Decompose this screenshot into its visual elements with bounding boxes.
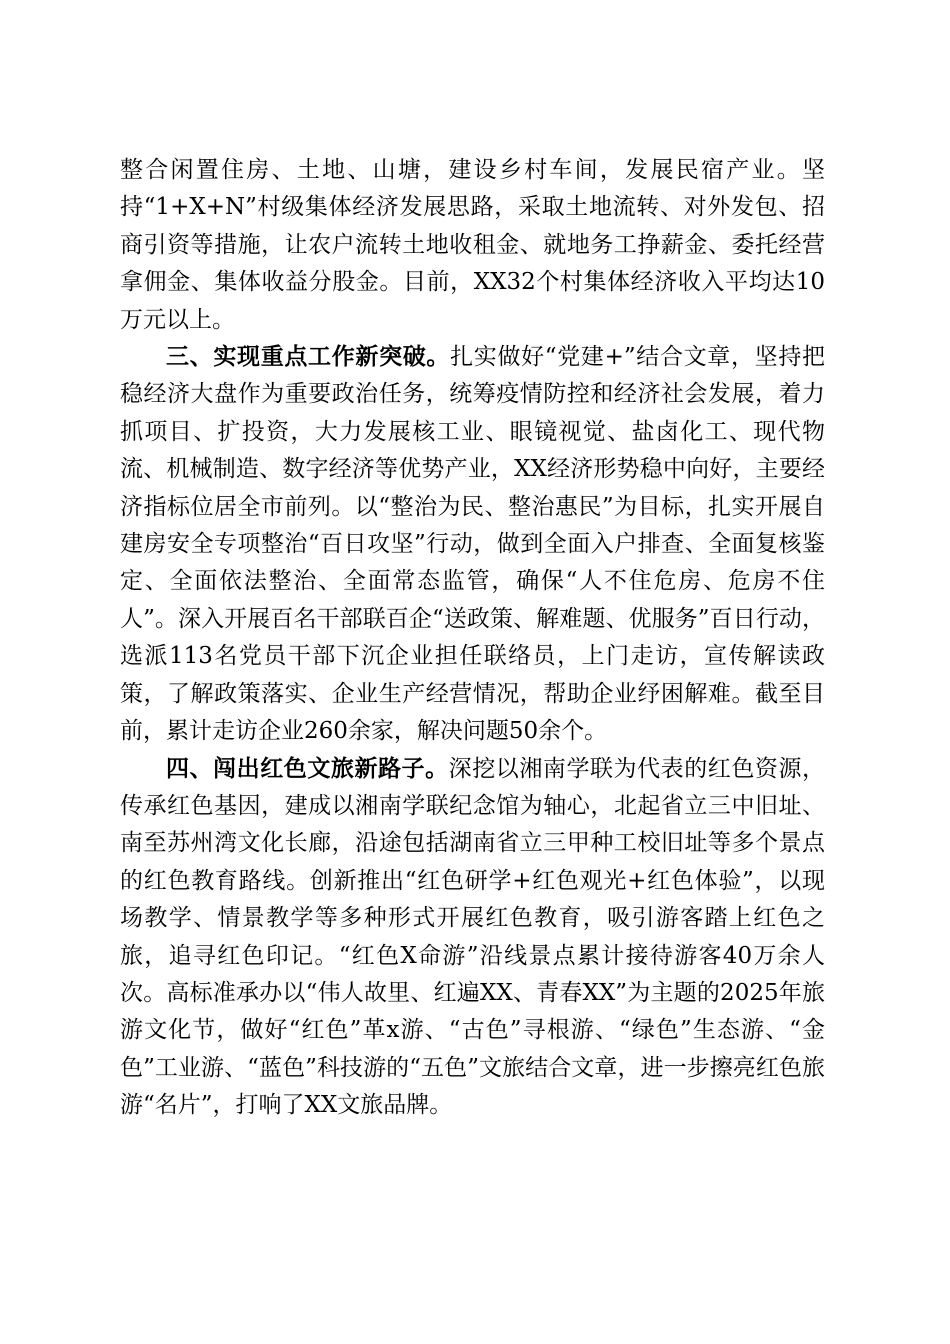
paragraph-text: 整合闲置住房、土地、山塘，建设乡村车间，发展民宿产业。坚持“1+X+N”村级集体经济发展思路，采取土地流转、对外发包、招商引资等措施，让农户流转土地收租金、就地务工挣薪金、委托经营拿佣金、集体收益分股金。目前，XX32个村集体经济收入平均达10万元以上。 — [120, 157, 825, 333]
paragraph-text: 深挖以湘南学联为代表的红色资源，传承红色基因，建成以湘南学联纪念馆为轴心，北起省立三中旧址、南至苏州湾文化长廊，沿途包括湖南省立三甲种工校旧址等多个景点的红色教育路线。创新推出“红色研学+红色观光+红色体验”，以现场教学、情景教学等多种形式开展红色教育，吸引游客踏上红色之旅，追寻红色印记。“红色X命游”沿线景点累计接待游客40万余人次。高标准承办以“伟人故里、红遍XX、青春XX”为主题的2025年旅游文化节，做好“红色”革x游、“古色”寻根游、“绿色”生态游、“金色”工业游、“蓝色”科技游的“五色”文旅结合文章，进一步擦亮红色旅游“名片”，打响了XX文旅品牌。 — [120, 755, 826, 1119]
paragraph-text: 扎实做好“党建+”结合文章，坚持把稳经济大盘作为重要政治任务，统筹疫情防控和经济社会发展，着力抓项目、扩投资，大力发展核工业、眼镜视觉、盐卤化工、现代物流、机械制造、数字经济等优势产业，XX经济形势稳中向好，主要经济指标位居全市前列。以“整治为民、整治惠民”为目标，扎实开展自建房安全专项整治“百日攻坚”行动，做到全面入户排查、全面复核鉴定、全面依法整治、全面常态监管，确保“人不住危房、危房不住人”。深入开展百名干部联百企“送政策、解难题、优服务”百日行动，选派113名党员干部下沉企业担任联络员，上门走访，宣传解读政策，了解政策落实、企业生产经营情况，帮助企业纾困解难。截至目前，累计走访企业260余家，解决问题50余个。 — [120, 344, 825, 745]
paragraph-section-three — [120, 339, 825, 750]
section-heading-four: 四、闯出红色文旅新路子。 — [166, 755, 449, 782]
document-body — [120, 152, 825, 1125]
section-heading-three: 三、实现重点工作新突破。 — [166, 344, 451, 371]
paragraph-section-four — [120, 751, 825, 1125]
paragraph-continuation — [120, 152, 825, 339]
